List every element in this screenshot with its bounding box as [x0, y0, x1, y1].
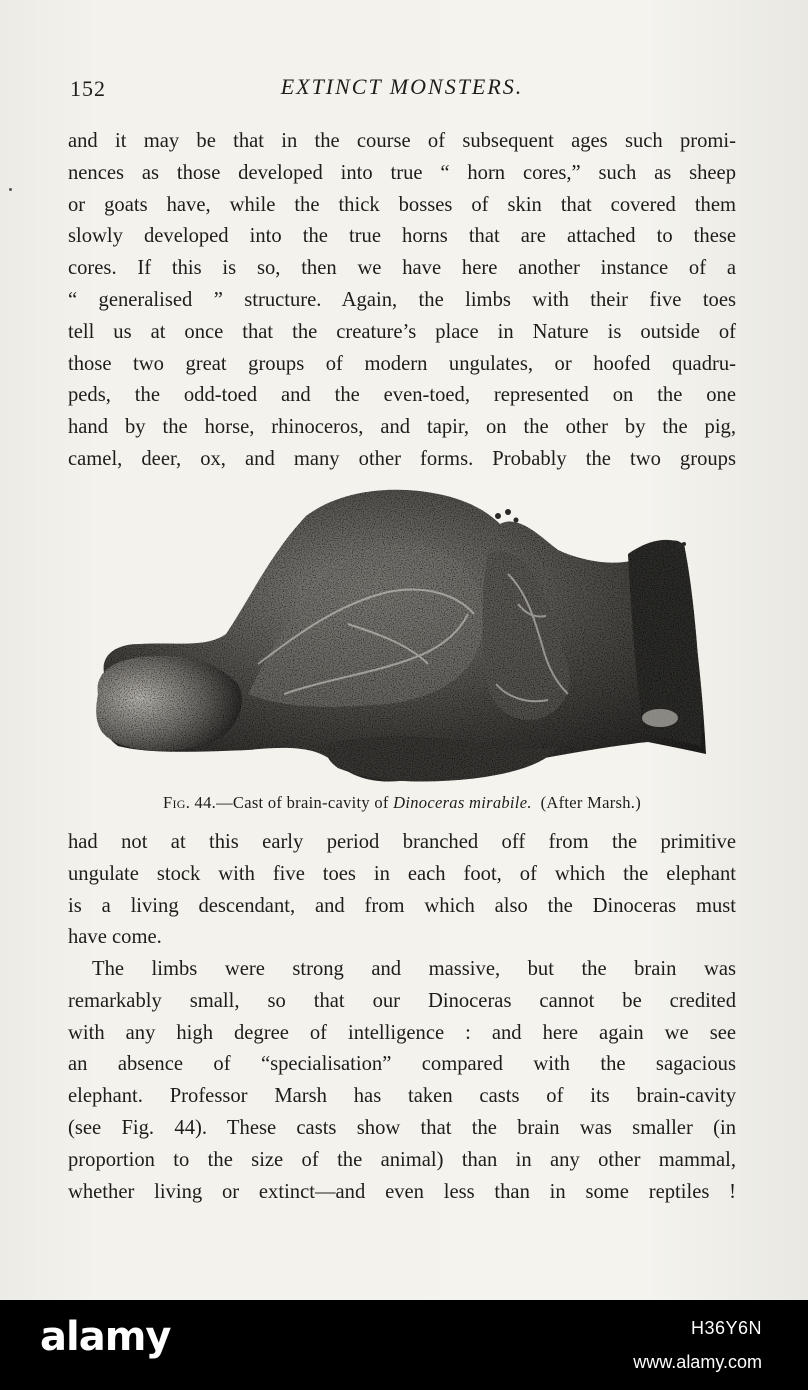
paragraph-3	[68, 954, 736, 1208]
text-line: camel, deer, ox, and many other forms. Probably the two groups	[68, 447, 736, 470]
figure-caption	[68, 793, 736, 813]
paragraph-1	[68, 126, 736, 476]
text-line: cores. If this is so, then we have here another instance of a	[68, 257, 736, 280]
text-line: (see Fig. 44). These casts show that the brain was smaller (in	[68, 1116, 736, 1139]
text-line: and it may be that in the course of subsequent ages such promi-	[68, 130, 736, 152]
image-id: H36Y6N	[690, 1318, 762, 1338]
text-line: “ generalised ” structure. Again, the limbs with their five toes	[68, 288, 736, 311]
figure-brain-cast	[88, 484, 712, 786]
text-line: proportion to the size of the animal) than in any other mammal,	[68, 1148, 736, 1171]
text-line: peds, the odd-toed and the even-toed, represented on the one	[68, 384, 736, 407]
ink-speck	[9, 188, 12, 191]
paragraph-2	[68, 827, 736, 954]
text-line: hand by the horse, rhinoceros, and tapir, on the other by the pig,	[68, 416, 736, 439]
text-line: those two great groups of modern ungulates, or hoofed quadru-	[68, 352, 736, 375]
text-line: remarkably small, so that our Dinoceras cannot be credited	[68, 989, 736, 1012]
watermark-bar	[0, 1300, 808, 1390]
caption-label: Fig. 44.	[162, 793, 217, 812]
text-line: had not at this early period branched off from the primitive	[68, 831, 736, 853]
caption-species: Dinoceras mirabile.	[393, 793, 532, 812]
text-line: with any high degree of intelligence : and here again we see	[68, 1021, 736, 1044]
text-line: is a living descendant, and from which also the Dinoceras must	[68, 894, 736, 917]
text-line: an absence of “specialisation” compared with the sagacious	[68, 1053, 736, 1076]
page-header	[68, 74, 736, 104]
text-line: tell us at once that the creature’s place in Nature is outside of	[68, 320, 736, 343]
text-line: ungulate stock with five toes in each foot, of which the elephant	[68, 862, 736, 885]
text-line: or goats have, while the thick bosses of skin that covered them	[68, 193, 736, 216]
running-title: EXTINCT MONSTERS.	[280, 74, 524, 99]
brain-cast-illustration	[88, 484, 712, 786]
text-line: whether living or extinct—and even less than in some reptiles !	[68, 1180, 736, 1203]
site-url: www.alamy.com	[633, 1352, 762, 1372]
page-number: 152	[70, 76, 106, 101]
text-line: The limbs were strong and massive, but the brain was	[92, 958, 736, 980]
text-line: have come.	[68, 926, 162, 949]
caption-credit: (After Marsh.)	[540, 793, 642, 812]
caption-text: —Cast of brain-cavity of	[216, 793, 394, 812]
text-line: nences as those developed into true “ horn cores,” such as sheep	[68, 161, 736, 184]
text-line: elephant. Professor Marsh has taken casts of its brain-cavity	[68, 1085, 736, 1108]
text-line: slowly developed into the true horns that are attached to these	[68, 225, 736, 248]
brand-logo: alamy	[40, 1314, 171, 1360]
